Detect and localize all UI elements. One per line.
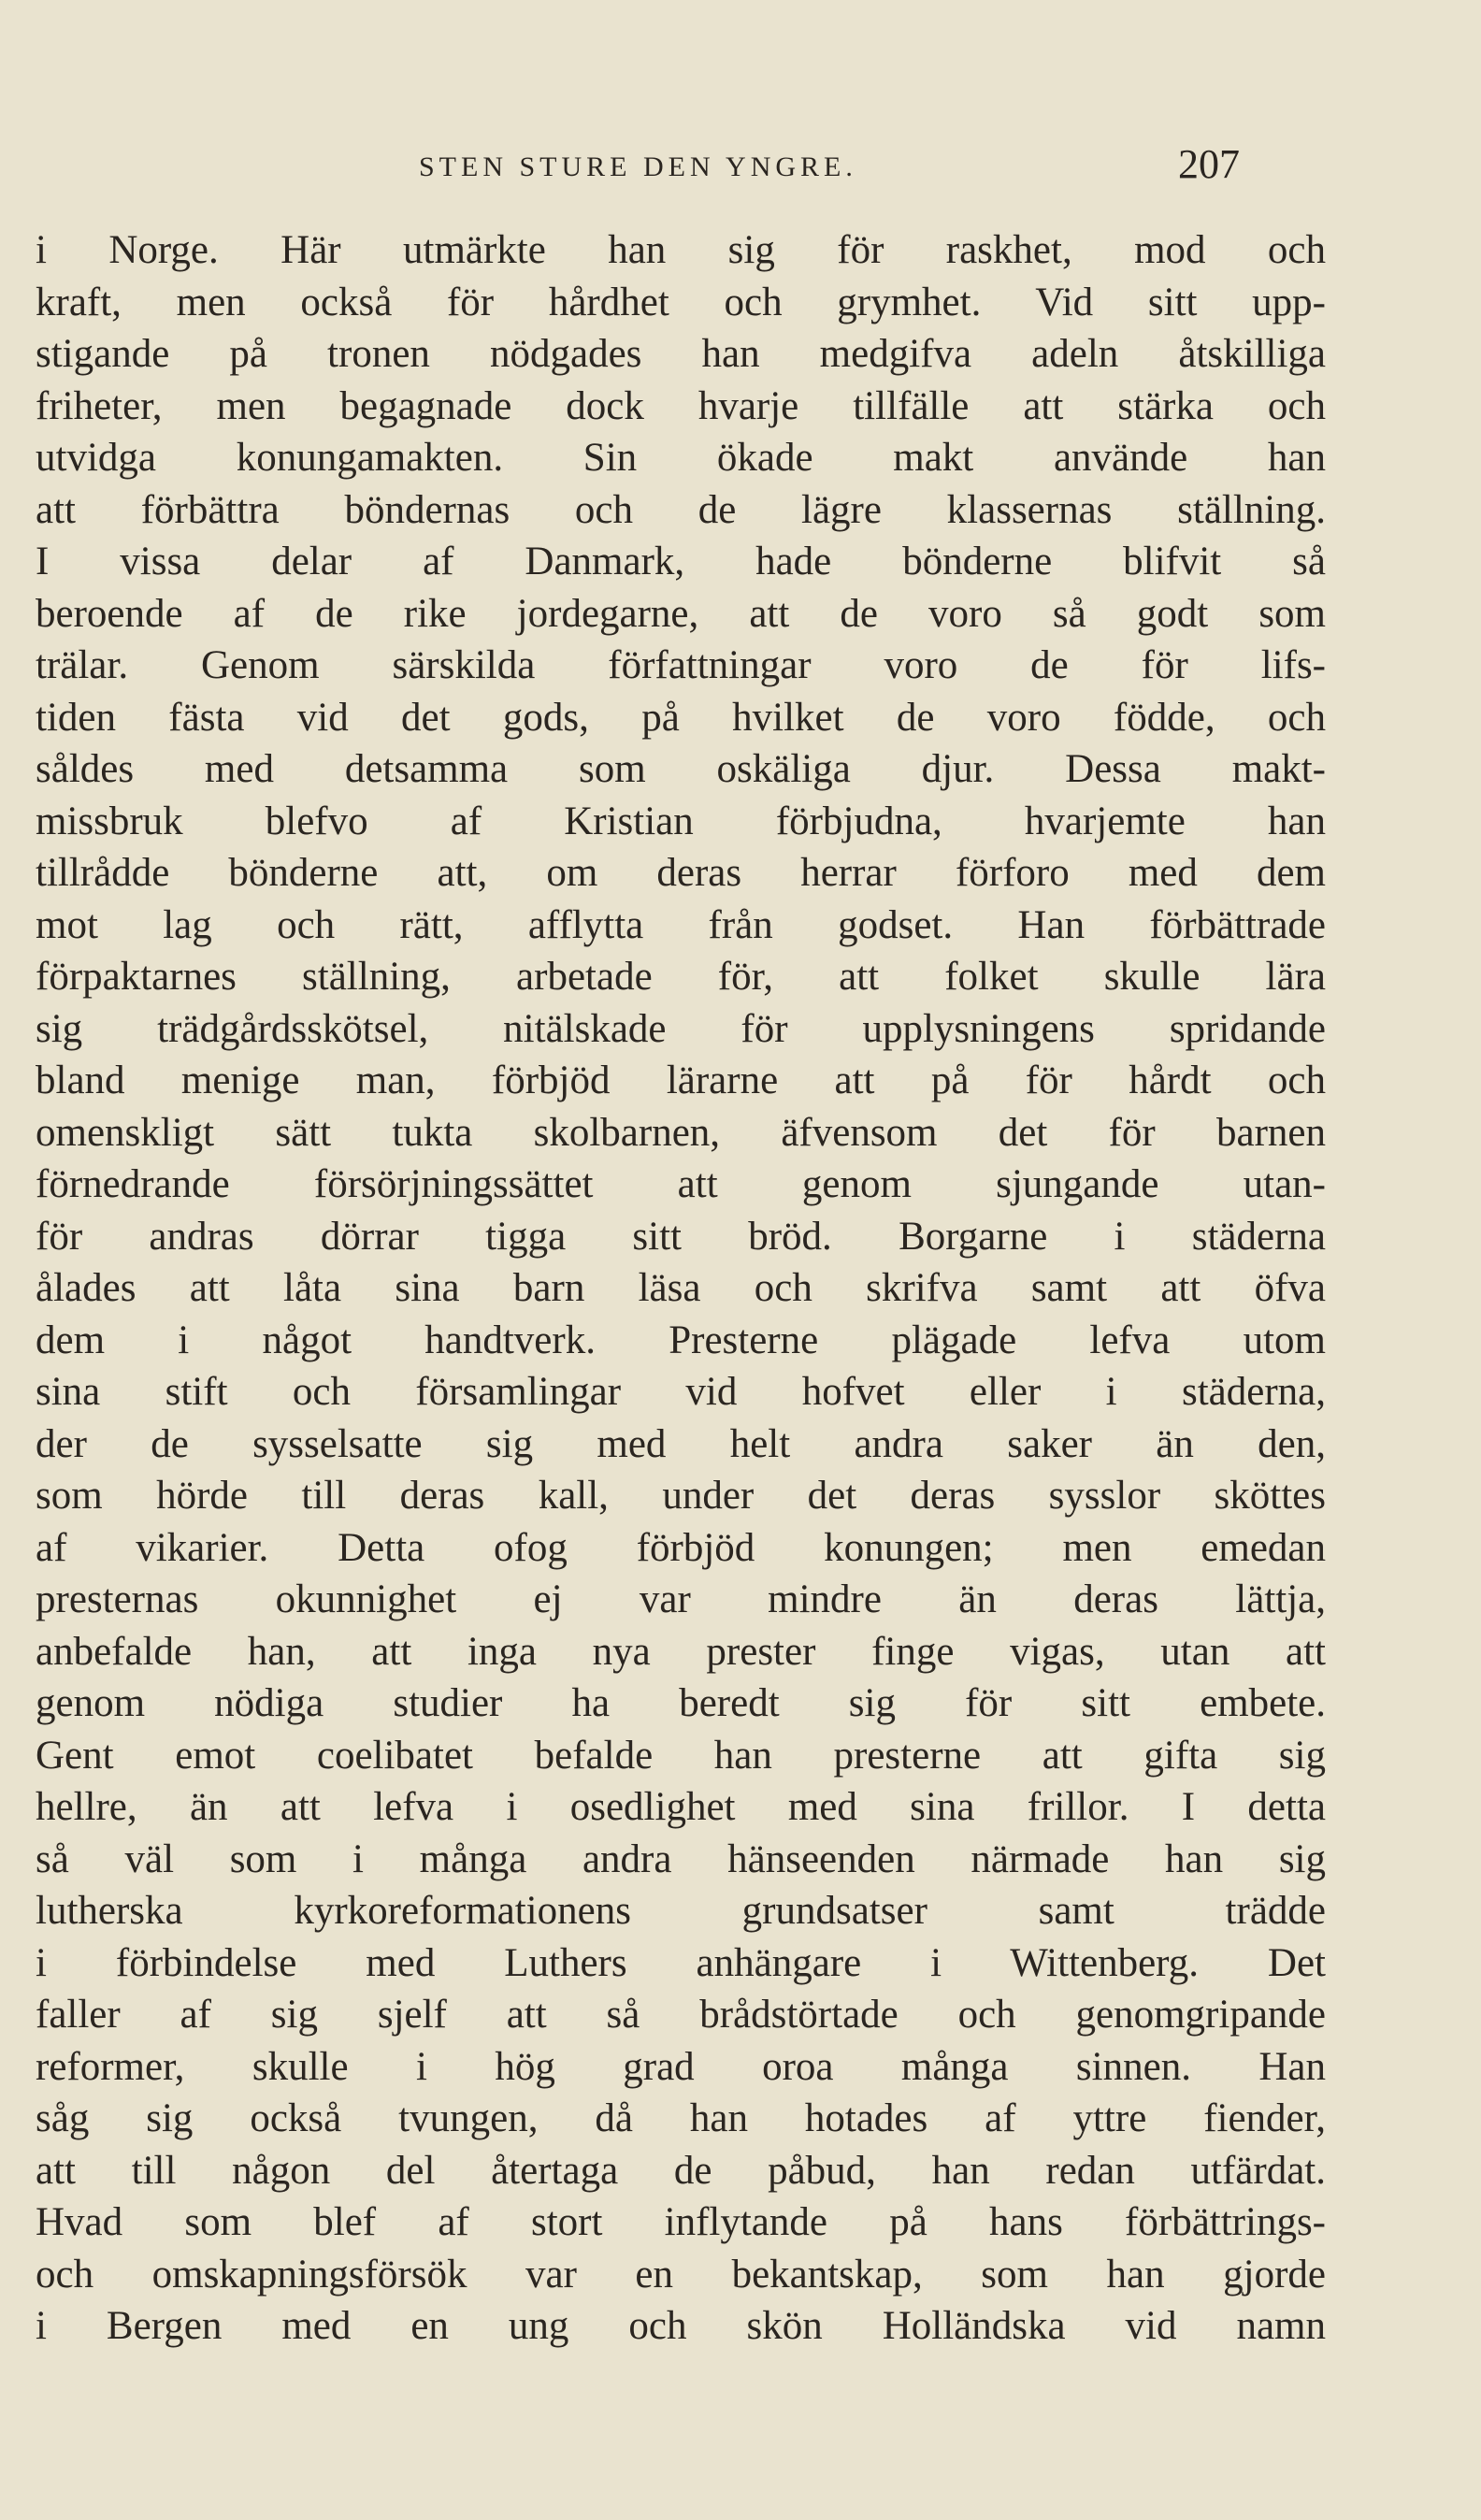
text-line: Hvad som blef af stort inflytande på hans förbättrings- (36, 2200, 1326, 2244)
body-text (36, 224, 1326, 2353)
page-header (0, 140, 1481, 196)
text-line: reformer, skulle i hög grad oroa många sinnen. Han (36, 2044, 1326, 2089)
text-line: för andras dörrar tigga sitt bröd. Borgarne i städerna (36, 1214, 1326, 1259)
text-line: förpaktarnes ställning, arbetade för, att folket skulle lära (36, 955, 1326, 999)
text-line: tillrådde bönderne att, om deras herrar förforo med dem (36, 851, 1326, 895)
text-line: Gent emot coelibatet befalde han presterne att gifta sig (36, 1733, 1326, 1778)
text-line: såg sig också tvungen, då han hotades af yttre fiender, (36, 2096, 1326, 2140)
text-line: genom nödiga studier ha beredt sig för sitt embete. (36, 1681, 1326, 1725)
text-line: förnedrande försörjningssättet att genom sjungande utan- (36, 1162, 1326, 1206)
text-line: ålades att låta sina barn läsa och skrifva samt att öfva (36, 1266, 1326, 1310)
text-line: af vikarier. Detta ofog förbjöd konungen; men emedan (36, 1525, 1326, 1570)
text-line: och omskapningsförsök var en bekantskap, som han gjorde (36, 2252, 1326, 2297)
text-line: såldes med detsamma som oskäliga djur. Dessa makt- (36, 747, 1326, 791)
text-line: dem i något handtverk. Presterne plägade lefva utom (36, 1318, 1326, 1362)
text-line: beroende af de rike jordegarne, att de voro så godt som (36, 591, 1326, 636)
running-head: STEN STURE DEN YNGRE. (419, 151, 857, 182)
text-line: i förbindelse med Luthers anhängare i Wittenberg. Det (36, 1940, 1326, 1985)
text-line: missbruk blefvo af Kristian förbjudna, hvarjemte han (36, 799, 1326, 843)
text-line: anbefalde han, att inga nya prester finge vigas, utan att (36, 1629, 1326, 1674)
text-line: presternas okunnighet ej var mindre än deras lättja, (36, 1577, 1326, 1621)
text-line: att förbättra böndernas och de lägre klassernas ställning. (36, 487, 1326, 532)
text-line: sig trädgårdsskötsel, nitälskade för upplysningens spridande (36, 1006, 1326, 1051)
text-line: utvidga konungamakten. Sin ökade makt använde han (36, 436, 1326, 480)
text-line: bland menige man, förbjöd lärarne att på för hårdt och (36, 1058, 1326, 1102)
text-line: tiden fästa vid det gods, på hvilket de voro födde, och (36, 695, 1326, 740)
page-number: 207 (1178, 141, 1240, 187)
text-line: lutherska kyrkoreformationens grundsatser samt trädde (36, 1889, 1326, 1933)
text-line: i Norge. Här utmärkte han sig för raskhet, mod och (36, 228, 1326, 272)
text-line: att till någon del återtaga de påbud, han redan utfärdat. (36, 2148, 1326, 2193)
text-line: som hörde till deras kall, under det deras sysslor sköttes (36, 1474, 1326, 1518)
text-line: i Bergen med en ung och skön Holländska vid namn (36, 2304, 1326, 2348)
text-line: kraft, men också för hårdhet och grymhet. Vid sitt upp- (36, 280, 1326, 324)
text-line: hellre, än att lefva i osedlighet med sina frillor. I detta (36, 1785, 1326, 1829)
text-line: omenskligt sätt tukta skolbarnen, äfvensom det för barnen (36, 1110, 1326, 1155)
text-line: trälar. Genom särskilda författningar voro de för lifs- (36, 643, 1326, 687)
text-line: så väl som i många andra hänseenden närmade han sig (36, 1836, 1326, 1881)
text-line: mot lag och rätt, afflytta från godset. Han förbättrade (36, 902, 1326, 947)
text-line: der de sysselsatte sig med helt andra saker än den, (36, 1421, 1326, 1466)
text-line: I vissa delar af Danmark, hade bönderne blifvit så (36, 540, 1326, 583)
text-line: sina stift och församlingar vid hofvet eller i städerna, (36, 1370, 1326, 1414)
text-line: faller af sig sjelf att så brådstörtade och genomgripande (36, 1993, 1326, 2037)
text-line: friheter, men begagnade dock hvarje tillfälle att stärka och (36, 383, 1326, 428)
text-line: stigande på tronen nödgades han medgifva adeln åtskilliga (36, 332, 1326, 376)
